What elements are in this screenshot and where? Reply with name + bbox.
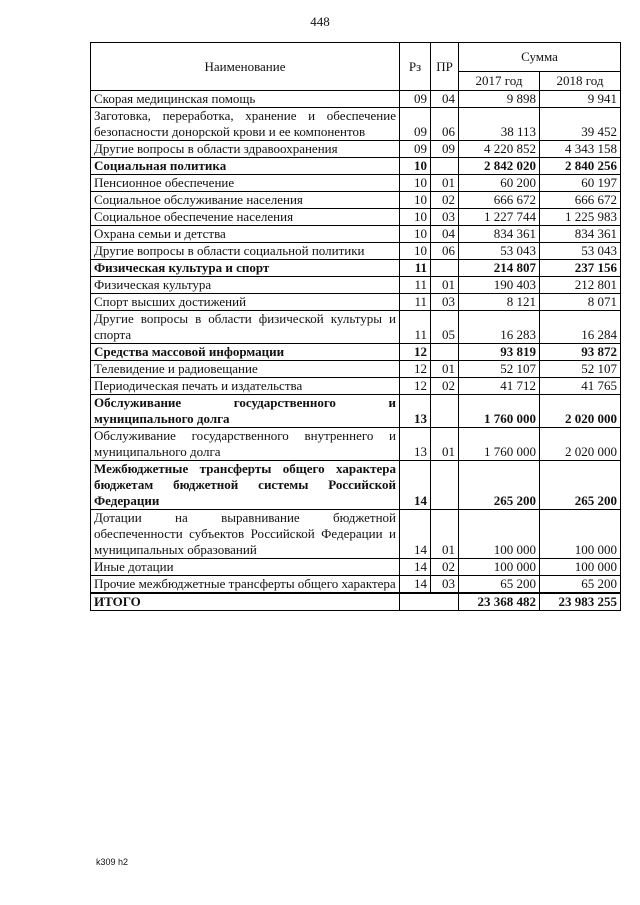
row-name: Дотации на выравнивание бюджетной обеспеченности субъектов Российской Федерации и муниципальных образований [91, 510, 400, 559]
row-amount-2018: 16 284 [540, 311, 621, 344]
table-row [91, 344, 621, 361]
row-pr [431, 260, 459, 277]
row-pr: 01 [431, 428, 459, 461]
page-number: 448 [310, 14, 330, 29]
row-name: Средства массовой информации [91, 344, 400, 361]
row-amount-2017: 41 712 [459, 378, 540, 395]
row-amount-2017: 1 760 000 [459, 395, 540, 428]
row-name: Обслуживание государственного и муниципального долга [91, 395, 400, 428]
row-name: Другие вопросы в области здравоохранения [91, 141, 400, 158]
row-name: Телевидение и радиовещание [91, 361, 400, 378]
header-name: Наименование [91, 43, 400, 91]
row-pr: 06 [431, 108, 459, 141]
row-amount-2018: 4 343 158 [540, 141, 621, 158]
row-amount-2017: 16 283 [459, 311, 540, 344]
table-row [91, 294, 621, 311]
row-amount-2018: 100 000 [540, 559, 621, 576]
row-pr [431, 395, 459, 428]
table-row [91, 277, 621, 294]
row-name: Другие вопросы в области социальной политики [91, 243, 400, 260]
row-rz: 13 [400, 428, 431, 461]
table-row [91, 395, 621, 428]
row-pr: 04 [431, 91, 459, 108]
row-name: Другие вопросы в области физической культуры и спорта [91, 311, 400, 344]
row-amount-2018: 52 107 [540, 361, 621, 378]
row-rz: 09 [400, 108, 431, 141]
row-rz: 14 [400, 576, 431, 594]
table-row [91, 91, 621, 108]
row-amount-2018: 666 672 [540, 192, 621, 209]
row-amount-2017: 9 898 [459, 91, 540, 108]
row-amount-2018: 39 452 [540, 108, 621, 141]
row-pr: 09 [431, 141, 459, 158]
row-amount-2017: 60 200 [459, 175, 540, 192]
row-name: Социальное обслуживание населения [91, 192, 400, 209]
row-name: Охрана семьи и детства [91, 226, 400, 243]
row-amount-2018: 237 156 [540, 260, 621, 277]
row-amount-2017: 1 227 744 [459, 209, 540, 226]
row-pr [431, 344, 459, 361]
row-rz: 10 [400, 209, 431, 226]
row-amount-2017: 100 000 [459, 510, 540, 559]
table-row [91, 361, 621, 378]
budget-table [90, 42, 621, 611]
row-pr [431, 158, 459, 175]
row-amount-2017: 53 043 [459, 243, 540, 260]
row-amount-2017: 265 200 [459, 461, 540, 510]
table-row [91, 559, 621, 576]
header-year-2017: 2017 год [459, 72, 540, 91]
row-rz: 12 [400, 361, 431, 378]
row-pr: 04 [431, 226, 459, 243]
row-amount-2017: 65 200 [459, 576, 540, 594]
row-amount-2017: 93 819 [459, 344, 540, 361]
row-amount-2018: 9 941 [540, 91, 621, 108]
table-row [91, 311, 621, 344]
table-row [91, 192, 621, 209]
total-label: ИТОГО [91, 593, 400, 611]
total-blank [400, 593, 431, 611]
row-pr: 01 [431, 361, 459, 378]
total-amount-2017: 23 368 482 [459, 593, 540, 611]
row-rz: 12 [400, 344, 431, 361]
footer-code: k309 h2 [96, 857, 129, 867]
header-sum: Сумма [459, 43, 621, 72]
row-name: Социальная политика [91, 158, 400, 175]
row-rz: 14 [400, 510, 431, 559]
row-pr: 03 [431, 294, 459, 311]
table-row [91, 226, 621, 243]
row-rz: 10 [400, 175, 431, 192]
row-amount-2017: 190 403 [459, 277, 540, 294]
row-amount-2017: 38 113 [459, 108, 540, 141]
row-amount-2017: 52 107 [459, 361, 540, 378]
row-pr: 03 [431, 209, 459, 226]
total-row [91, 593, 621, 611]
row-amount-2018: 265 200 [540, 461, 621, 510]
row-rz: 11 [400, 277, 431, 294]
row-name: Физическая культура [91, 277, 400, 294]
table-row [91, 260, 621, 277]
row-amount-2017: 4 220 852 [459, 141, 540, 158]
row-amount-2017: 666 672 [459, 192, 540, 209]
row-pr: 01 [431, 277, 459, 294]
row-rz: 09 [400, 141, 431, 158]
row-pr: 06 [431, 243, 459, 260]
table-row [91, 378, 621, 395]
row-amount-2018: 93 872 [540, 344, 621, 361]
row-rz: 11 [400, 260, 431, 277]
table-row [91, 108, 621, 141]
row-rz: 10 [400, 192, 431, 209]
row-amount-2018: 41 765 [540, 378, 621, 395]
total-amount-2018: 23 983 255 [540, 593, 621, 611]
row-rz: 13 [400, 395, 431, 428]
row-amount-2018: 212 801 [540, 277, 621, 294]
table-row [91, 158, 621, 175]
row-amount-2018: 100 000 [540, 510, 621, 559]
row-rz: 10 [400, 158, 431, 175]
row-name: Периодическая печать и издательства [91, 378, 400, 395]
row-amount-2017: 1 760 000 [459, 428, 540, 461]
row-pr: 01 [431, 510, 459, 559]
row-name: Физическая культура и спорт [91, 260, 400, 277]
row-pr: 01 [431, 175, 459, 192]
header-pr: ПР [431, 43, 459, 91]
row-amount-2018: 834 361 [540, 226, 621, 243]
row-amount-2018: 2 020 000 [540, 428, 621, 461]
row-amount-2017: 834 361 [459, 226, 540, 243]
row-amount-2017: 8 121 [459, 294, 540, 311]
row-pr: 05 [431, 311, 459, 344]
row-pr: 02 [431, 192, 459, 209]
header-year-2018: 2018 год [540, 72, 621, 91]
table-row [91, 243, 621, 260]
table-row [91, 428, 621, 461]
row-amount-2018: 1 225 983 [540, 209, 621, 226]
row-rz: 14 [400, 461, 431, 510]
row-amount-2017: 100 000 [459, 559, 540, 576]
total-blank [431, 593, 459, 611]
row-pr [431, 461, 459, 510]
row-amount-2018: 65 200 [540, 576, 621, 594]
row-pr: 02 [431, 378, 459, 395]
row-rz: 10 [400, 226, 431, 243]
row-name: Обслуживание государственного внутреннего и муниципального долга [91, 428, 400, 461]
row-name: Иные дотации [91, 559, 400, 576]
table-row [91, 461, 621, 510]
row-rz: 11 [400, 294, 431, 311]
row-name: Пенсионное обеспечение [91, 175, 400, 192]
row-amount-2018: 53 043 [540, 243, 621, 260]
row-pr: 02 [431, 559, 459, 576]
row-rz: 14 [400, 559, 431, 576]
row-amount-2018: 8 071 [540, 294, 621, 311]
table-row [91, 576, 621, 594]
row-amount-2017: 2 842 020 [459, 158, 540, 175]
row-amount-2018: 2 020 000 [540, 395, 621, 428]
header-rz: Рз [400, 43, 431, 91]
row-name: Прочие межбюджетные трансферты общего характера [91, 576, 400, 594]
row-name: Межбюджетные трансферты общего характера бюджетам бюджетной системы Российской Федерации [91, 461, 400, 510]
row-name: Социальное обеспечение населения [91, 209, 400, 226]
table-body [91, 91, 621, 611]
row-pr: 03 [431, 576, 459, 594]
table-row [91, 175, 621, 192]
row-name: Скорая медицинская помощь [91, 91, 400, 108]
row-rz: 12 [400, 378, 431, 395]
row-amount-2018: 2 840 256 [540, 158, 621, 175]
row-name: Спорт высших достижений [91, 294, 400, 311]
table-row [91, 510, 621, 559]
table-row [91, 141, 621, 158]
row-rz: 10 [400, 243, 431, 260]
row-amount-2018: 60 197 [540, 175, 621, 192]
table-row [91, 209, 621, 226]
row-rz: 11 [400, 311, 431, 344]
row-name: Заготовка, переработка, хранение и обеспечение безопасности донорской крови и ее компонентов [91, 108, 400, 141]
row-amount-2017: 214 807 [459, 260, 540, 277]
row-rz: 09 [400, 91, 431, 108]
